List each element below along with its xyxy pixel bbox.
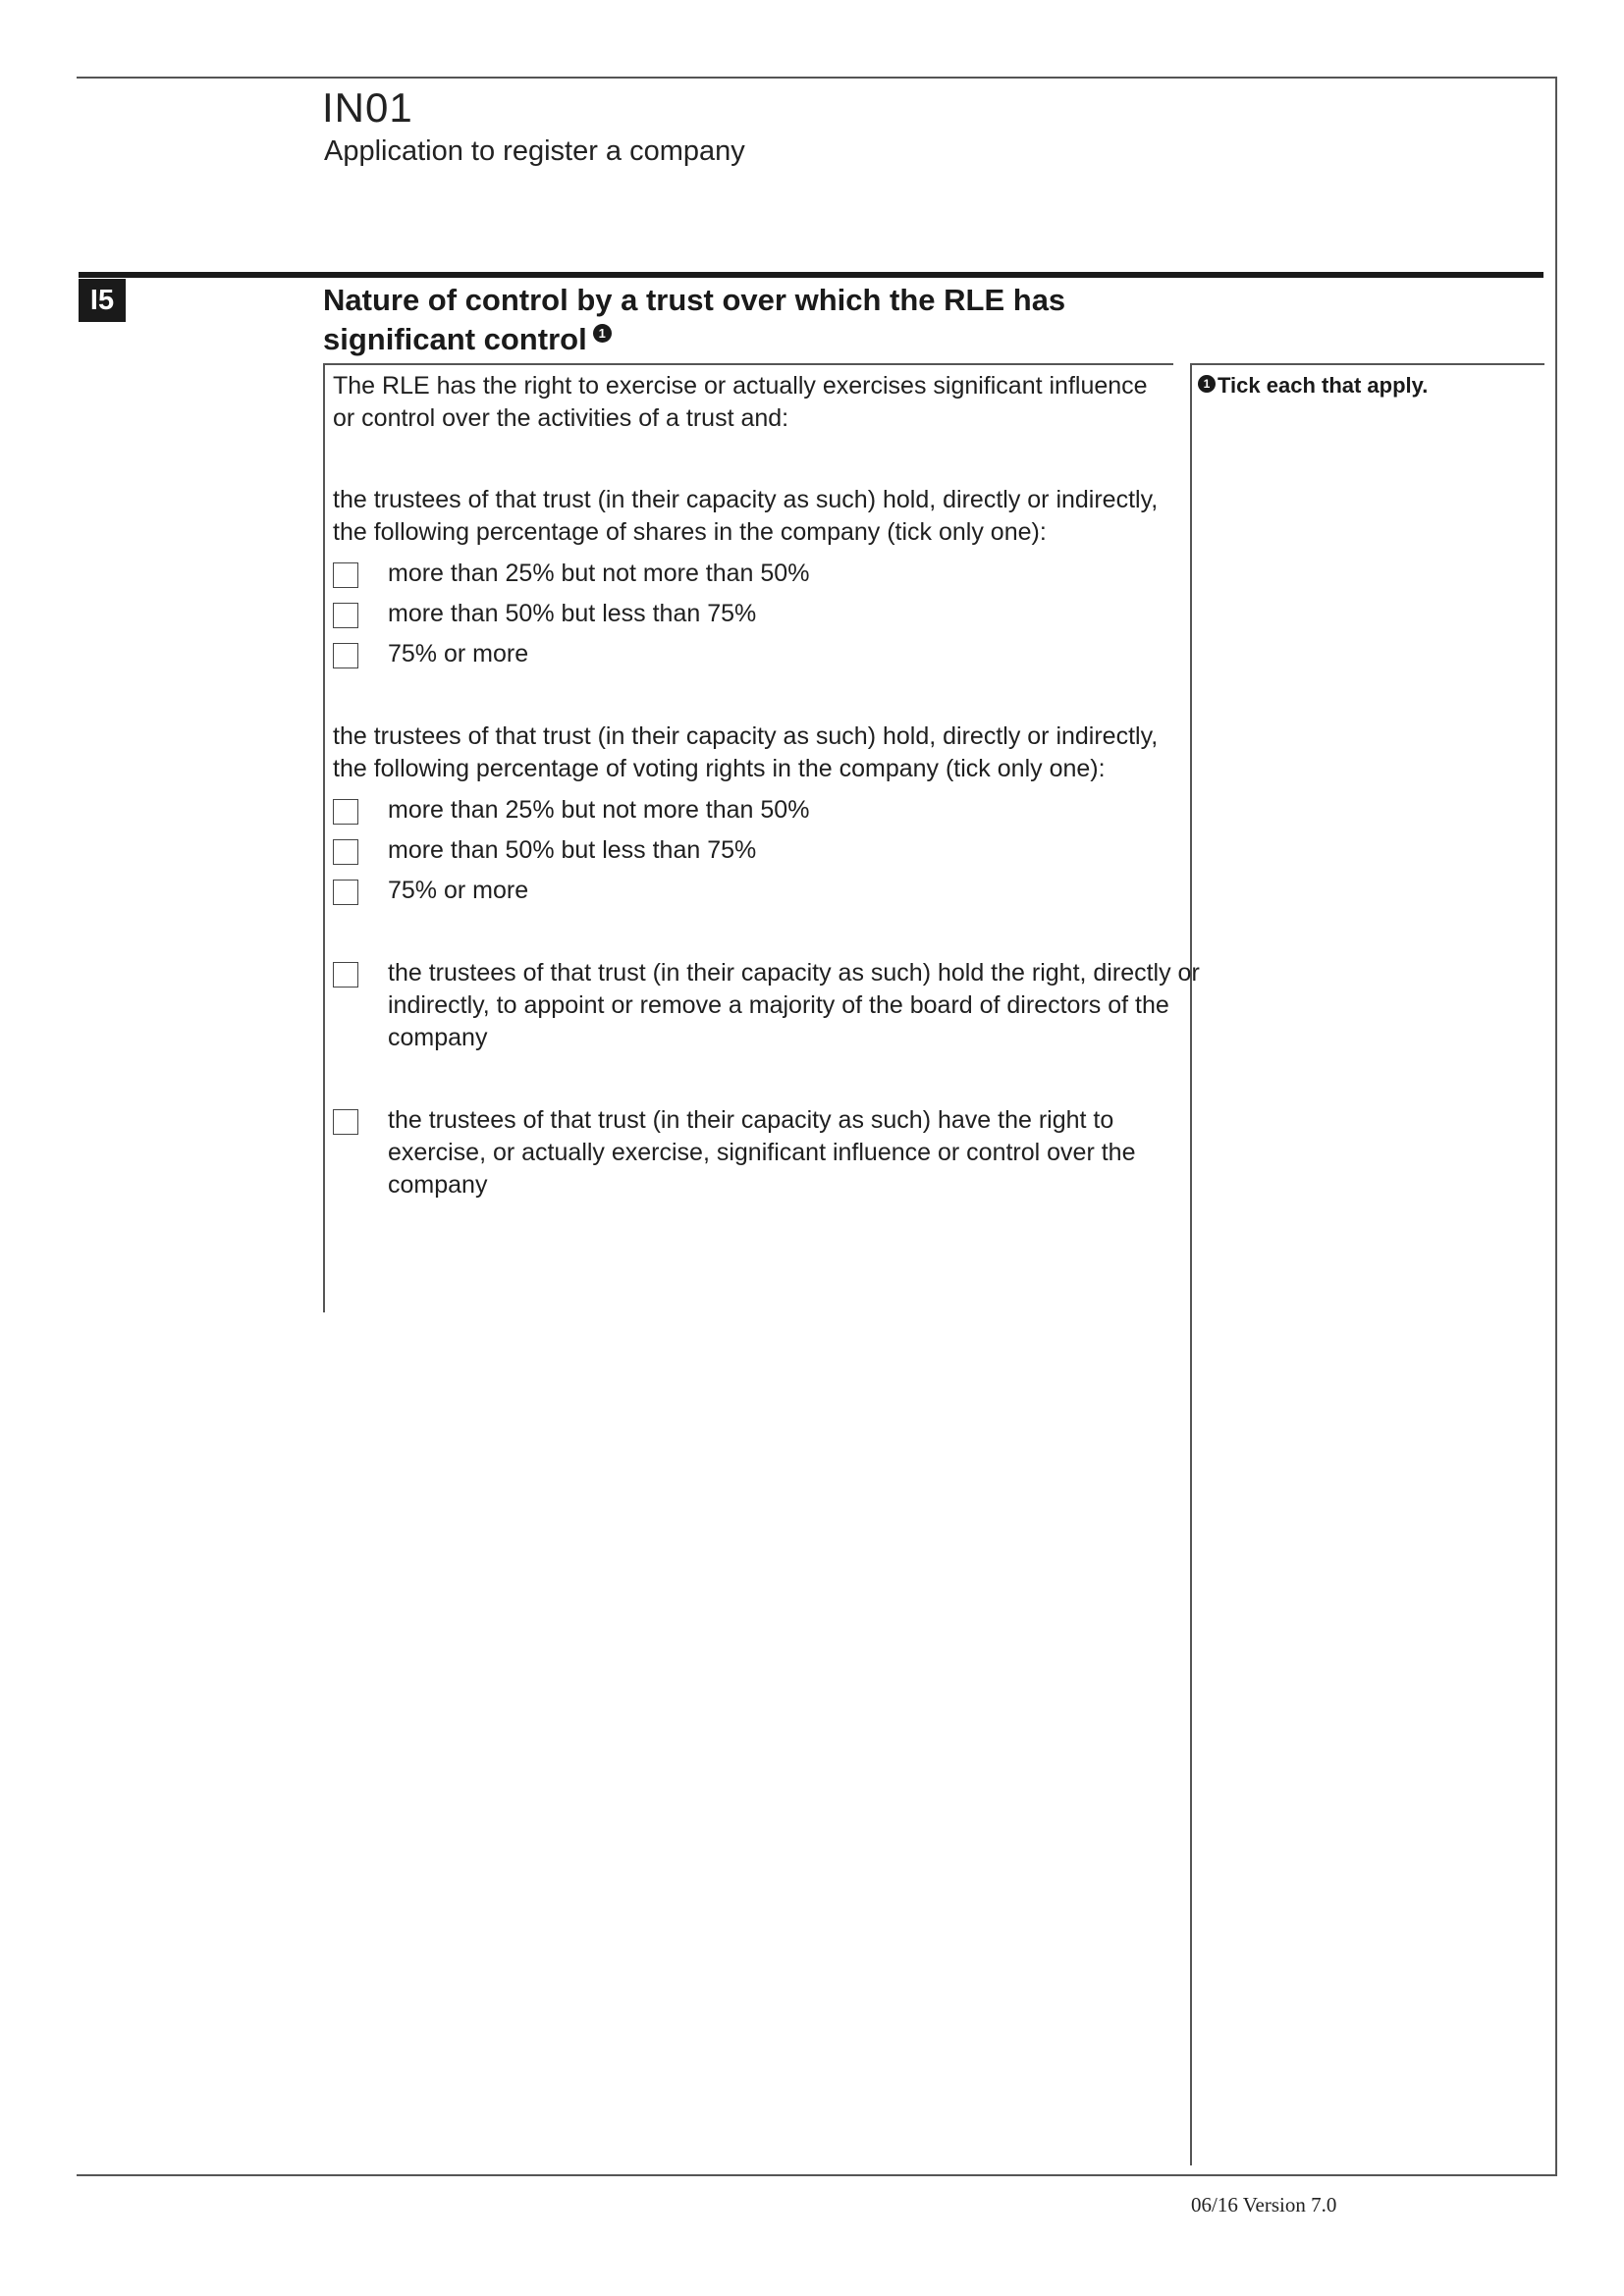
version-label: 06/16 Version 7.0 bbox=[1191, 2193, 1337, 2216]
option-label: the trustees of that trust (in their capacity as such) hold the right, directly or indirectly, to appoint or remove a majority of the board of directors of the company bbox=[388, 959, 1200, 1051]
significant-influence-checkbox[interactable] bbox=[333, 1109, 358, 1135]
board-appoint-checkbox[interactable] bbox=[333, 962, 358, 988]
voting-heading: the trustees of that trust (in their capacity as such) hold, directly or indirectly, the following percentage of voting rights in the company (tick only one): bbox=[333, 722, 1159, 782]
content-left-rule bbox=[323, 363, 325, 1312]
option-label: more than 50% but less than 75% bbox=[388, 836, 757, 864]
form-subtitle: Application to register a company bbox=[324, 135, 745, 167]
voting-option-row[interactable] bbox=[333, 834, 1177, 868]
shares-option-row[interactable] bbox=[333, 598, 1177, 631]
bottom-border bbox=[77, 2174, 1557, 2176]
section-title-text: Nature of control by a trust over which the RLE has significant control bbox=[323, 283, 1066, 356]
shares-option-row[interactable] bbox=[333, 558, 1177, 591]
voting-25-50-checkbox[interactable] bbox=[333, 799, 358, 825]
shares-75-plus-checkbox[interactable] bbox=[333, 643, 358, 668]
sidebar-top-rule bbox=[1190, 363, 1544, 365]
influence-option-row[interactable] bbox=[333, 1104, 1177, 1204]
shares-heading: the trustees of that trust (in their capacity as such) hold, directly or indirectly, the following percentage of shares in the company (tick only one): bbox=[333, 486, 1159, 546]
option-label: the trustees of that trust (in their capacity as such) have the right to exercise, or actually exercise, significant influence or control over the company bbox=[388, 1106, 1136, 1199]
content-top-rule bbox=[323, 363, 1173, 365]
voting-50-75-checkbox[interactable] bbox=[333, 839, 358, 865]
board-option-row[interactable] bbox=[333, 957, 1200, 1057]
intro-text: The RLE has the right to exercise or actually exercises significant influence or control over the activities of a trust and: bbox=[333, 372, 1148, 432]
option-label: more than 25% but not more than 50% bbox=[388, 796, 810, 824]
note-marker-icon: 1 bbox=[593, 324, 612, 343]
voting-option-row[interactable] bbox=[333, 875, 1177, 908]
option-label: more than 50% but less than 75% bbox=[388, 600, 757, 627]
section-rule bbox=[79, 272, 1543, 278]
option-label: 75% or more bbox=[388, 877, 529, 904]
option-label: 75% or more bbox=[388, 640, 529, 667]
voting-option-row[interactable] bbox=[333, 794, 1177, 828]
right-border bbox=[1555, 77, 1557, 2175]
sidebar-left-rule bbox=[1190, 363, 1192, 2165]
sidebar-note bbox=[1198, 373, 1428, 399]
form-code: IN01 bbox=[322, 84, 413, 131]
shares-option-row[interactable] bbox=[333, 638, 1177, 671]
shares-50-75-checkbox[interactable] bbox=[333, 603, 358, 628]
note-marker-icon: 1 bbox=[1198, 375, 1216, 393]
sidebar-note-text: Tick each that apply. bbox=[1218, 373, 1429, 398]
section-title bbox=[323, 281, 1069, 359]
option-label: more than 25% but not more than 50% bbox=[388, 560, 810, 587]
voting-75-plus-checkbox[interactable] bbox=[333, 880, 358, 905]
shares-25-50-checkbox[interactable] bbox=[333, 562, 358, 588]
section-number-badge: I5 bbox=[79, 279, 126, 322]
top-border bbox=[77, 77, 1556, 79]
